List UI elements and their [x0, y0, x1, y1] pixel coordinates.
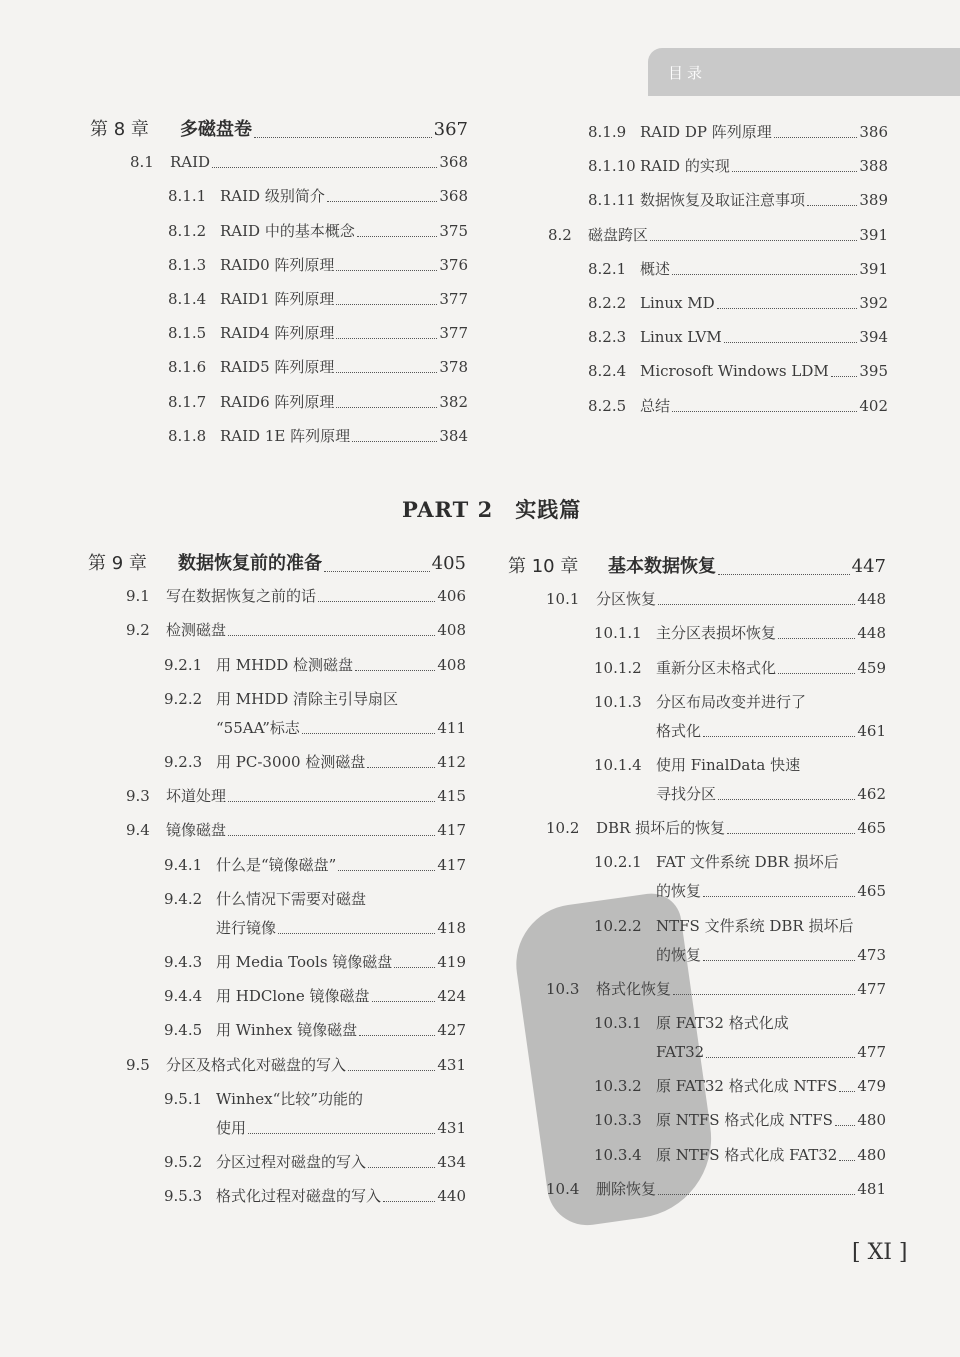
toc-leader-dots: [706, 1056, 855, 1058]
toc-entry-title: 原 FAT32 格式化成: [656, 1014, 789, 1032]
toc-leader-dots: [835, 1124, 855, 1126]
toc-entry[interactable]: [548, 156, 888, 180]
toc-page-number: 408: [437, 655, 466, 674]
toc-entry-number: 10.1.4: [594, 756, 642, 774]
toc-leader-dots: [658, 603, 855, 605]
toc-entry[interactable]: [548, 293, 888, 317]
toc-leader-dots: [338, 869, 435, 871]
toc-entry-number: 第 8 章: [90, 119, 149, 140]
toc-leader-dots: [703, 735, 855, 737]
toc-entry[interactable]: [88, 752, 466, 776]
toc-entry-number: 8.2.4: [588, 362, 627, 381]
toc-page-number: 384: [439, 426, 468, 445]
toc-page-number: 406: [437, 587, 466, 606]
toc-entry-title: 检测磁盘: [166, 621, 227, 640]
toc-entry[interactable]: [88, 620, 466, 644]
toc-leader-dots: [228, 800, 435, 802]
toc-entry-title-continued: FAT32: [656, 1043, 705, 1061]
toc-leader-dots: [778, 672, 855, 674]
toc-entry-number: 8.1.9: [588, 123, 627, 141]
toc-entry-title: 数据恢复及取证注意事项: [640, 191, 806, 210]
toc-leader-dots: [352, 440, 437, 442]
toc-entry[interactable]: [508, 658, 886, 682]
toc-entry[interactable]: [548, 327, 888, 351]
toc-entry-title: RAID 1E 阵列原理: [220, 426, 351, 445]
toc-entry-title: RAID4 阵列原理: [220, 324, 335, 343]
toc-entry-title: 删除恢复: [596, 1179, 657, 1198]
toc-page-number: 465: [857, 819, 886, 838]
toc-entry[interactable]: [90, 392, 468, 416]
toc-entry-title-continued: 进行镜像: [216, 918, 277, 937]
toc-entry-title: Microsoft Windows LDM: [640, 362, 829, 381]
toc-entry[interactable]: [508, 1110, 886, 1134]
toc-entry[interactable]: [508, 852, 886, 901]
toc-leader-dots: [724, 341, 858, 343]
toc-entry-number: 8.2.5: [588, 396, 627, 415]
toc-entry[interactable]: [508, 1179, 886, 1203]
toc-entry-number: 10.1: [546, 590, 580, 609]
toc-entry-number: 9.2.2: [164, 689, 203, 708]
toc-entry[interactable]: [88, 586, 466, 610]
toc-page-number: 479: [857, 1077, 886, 1096]
toc-entry-title: RAID6 阵列原理: [220, 392, 335, 411]
toc-entry-title: RAID: [170, 153, 211, 172]
toc-entry[interactable]: [508, 755, 886, 803]
toc-entry-number: 8.1.10: [588, 157, 636, 176]
toc-leader-dots: [355, 669, 435, 671]
toc-page-number: 459: [857, 658, 886, 677]
toc-page-number: 477: [857, 979, 886, 998]
toc-entry-number: 8.1: [130, 153, 154, 172]
toc-entry-title: 用 HDClone 镜像磁盘: [216, 987, 370, 1006]
toc-page-number: 377: [439, 290, 468, 308]
toc-entry-number: 8.2.1: [588, 259, 627, 278]
toc-page-number: 447: [851, 556, 886, 577]
toc-entry[interactable]: [88, 1089, 466, 1137]
toc-entry[interactable]: [90, 357, 468, 381]
toc-entry[interactable]: [88, 986, 466, 1010]
toc-leader-dots: [212, 166, 437, 168]
toc-entry-number: 9.3: [126, 787, 150, 806]
toc-page-number: 440: [437, 1187, 466, 1206]
toc-page-number: 376: [439, 255, 468, 274]
toc-leader-dots: [774, 136, 858, 138]
toc-entry-title: 用 Winhex 镜像磁盘: [216, 1021, 358, 1040]
toc-entry-number: 8.1.4: [168, 290, 207, 308]
toc-leader-dots: [839, 1090, 855, 1092]
toc-page-number: 377: [439, 324, 468, 343]
toc-leader-dots: [383, 1200, 435, 1202]
toc-entry[interactable]: [508, 818, 886, 842]
toc-entry-title: Linux MD: [640, 294, 715, 312]
toc-entry-title: 坏道处理: [166, 787, 227, 806]
toc-entry-title: 原 NTFS 格式化成 NTFS: [656, 1111, 833, 1130]
toc-leader-dots: [372, 1000, 436, 1002]
toc-entry-number: 10.1.2: [594, 658, 642, 677]
toc-leader-dots: [228, 634, 435, 636]
toc-entry-title: 镜像磁盘: [166, 821, 227, 840]
toc-page-number: 378: [439, 358, 468, 377]
toc-page-number: 391: [859, 259, 888, 278]
toc-leader-dots: [336, 371, 437, 373]
toc-entry-title: RAID0 阵列原理: [220, 255, 335, 274]
toc-entry-title: 分区及格式化对磁盘的写入: [166, 1055, 347, 1074]
toc-entry-number: 9.4.5: [164, 1021, 203, 1040]
toc-entry[interactable]: [88, 786, 466, 810]
toc-page-number: 412: [437, 753, 466, 771]
toc-entry[interactable]: [90, 323, 468, 347]
toc-entry-title: 用 MHDD 清除主引导扇区: [216, 689, 399, 708]
toc-page-number: 477: [857, 1043, 886, 1061]
toc-entry[interactable]: [548, 190, 888, 214]
toc-page-number: 391: [859, 225, 888, 244]
toc-leader-dots: [718, 573, 850, 575]
toc-leader-dots: [336, 303, 437, 305]
toc-entry-title: RAID5 阵列原理: [220, 358, 335, 377]
toc-entry-number: 8.1.2: [168, 221, 207, 240]
toc-leader-dots: [717, 307, 858, 309]
toc-entry-title: RAID1 阵列原理: [220, 290, 335, 308]
toc-entry-number: 8.2: [548, 225, 572, 244]
toc-chapter-entry[interactable]: [88, 552, 466, 576]
toc-entry-title: 原 FAT32 格式化成 NTFS: [656, 1077, 838, 1096]
toc-entry-title: 分区过程对磁盘的写入: [216, 1153, 367, 1171]
toc-entry-number: 8.1.6: [168, 358, 207, 377]
toc-leader-dots: [248, 1132, 435, 1134]
toc-entry-title: 数据恢复前的准备: [178, 553, 322, 574]
toc-leader-dots: [324, 570, 430, 572]
toc-entry[interactable]: [90, 186, 468, 210]
toc-entry[interactable]: [90, 255, 468, 279]
toc-page-number: 388: [859, 157, 888, 176]
toc-page-number: 427: [437, 1021, 466, 1040]
toc-entry[interactable]: [88, 952, 466, 976]
toc-chapter-entry[interactable]: [508, 555, 886, 579]
toc-entry-number: 10.3.2: [594, 1077, 642, 1096]
toc-entry[interactable]: [508, 692, 886, 740]
toc-entry-title: 使用 FinalData 快速: [656, 756, 801, 774]
toc-leader-dots: [727, 832, 855, 834]
toc-entry-number: 8.1.7: [168, 392, 207, 411]
toc-entry[interactable]: [88, 889, 466, 937]
toc-entry[interactable]: [88, 1186, 466, 1210]
toc-page-number: 382: [439, 392, 468, 411]
toc-entry[interactable]: [90, 221, 468, 245]
toc-entry-title: 总结: [640, 396, 671, 415]
toc-leader-dots: [318, 600, 435, 602]
toc-leader-dots: [336, 337, 437, 339]
toc-leader-dots: [336, 406, 437, 408]
toc-page-number: 448: [857, 624, 886, 643]
toc-entry-title: 基本数据恢复: [608, 556, 716, 577]
toc-page-number: 386: [859, 123, 888, 141]
toc-entry-title: 什么情况下需要对磁盘: [216, 889, 367, 908]
toc-entry[interactable]: [548, 361, 888, 385]
toc-entry-title-continued: 格式化: [656, 721, 702, 740]
toc-entry-number: 9.5: [126, 1055, 150, 1074]
toc-leader-dots: [278, 932, 435, 934]
toc-page-number: 461: [857, 721, 886, 740]
toc-entry-title: 主分区表损坏恢复: [656, 624, 777, 643]
toc-entry-number: 8.1.1: [168, 187, 207, 206]
toc-entry-number: 9.2: [126, 621, 150, 640]
toc-entry-title-continued: 使用: [216, 1118, 247, 1137]
toc-entry[interactable]: [90, 289, 468, 313]
toc-leader-dots: [254, 136, 432, 138]
toc-leader-dots: [394, 966, 435, 968]
toc-entry-title: 用 Media Tools 镜像磁盘: [216, 953, 393, 971]
toc-leader-dots: [228, 834, 435, 836]
toc-page-number: 480: [857, 1145, 886, 1164]
toc-page-number: 395: [859, 362, 888, 381]
toc-entry-title: NTFS 文件系统 DBR 损坏后: [656, 916, 854, 935]
toc-page-number: 473: [857, 945, 886, 964]
toc-entry-number: 9.4.2: [164, 889, 203, 908]
toc-entry-number: 8.1.5: [168, 324, 207, 343]
toc-entry-title: 磁盘跨区: [588, 225, 649, 244]
toc-leader-dots: [672, 410, 857, 412]
toc-entry[interactable]: [508, 623, 886, 647]
toc-entry-number: 第 9 章: [88, 553, 147, 574]
toc-entry-title: DBR 损坏后的恢复: [596, 819, 726, 838]
toc-entry[interactable]: [508, 589, 886, 613]
toc-page-number: 419: [437, 953, 466, 971]
toc-entry-title: RAID 的实现: [640, 157, 730, 176]
toc-entry[interactable]: [508, 1076, 886, 1100]
toc-entry-number: 9.4: [126, 821, 150, 840]
toc-entry-title: 概述: [640, 259, 671, 278]
toc-entry-title: 分区恢复: [596, 590, 657, 609]
toc-entry-title-continued: “55AA”标志: [216, 718, 300, 737]
toc-entry[interactable]: [88, 820, 466, 844]
toc-leader-dots: [302, 732, 435, 734]
toc-entry-number: 10.2.1: [594, 853, 642, 872]
toc-entry[interactable]: [548, 259, 888, 283]
toc-leader-dots: [839, 1159, 855, 1161]
toc-page-number: 405: [431, 553, 466, 574]
toc-entry-number: 10.2: [546, 819, 580, 838]
toc-entry-title: RAID 中的基本概念: [220, 221, 355, 240]
toc-entry-number: 9.5.1: [164, 1089, 203, 1108]
toc-entry-title: Linux LVM: [640, 328, 722, 347]
toc-page-number: 462: [857, 785, 886, 803]
toc-leader-dots: [718, 798, 855, 800]
toc-entry[interactable]: [88, 1020, 466, 1044]
toc-entry-title-continued: 的恢复: [656, 882, 702, 901]
toc-entry-number: 9.2.1: [164, 655, 203, 674]
toc-page-number: 392: [859, 294, 888, 312]
toc-entry[interactable]: [88, 855, 466, 879]
toc-entry[interactable]: [548, 225, 888, 249]
toc-entry-number: 9.5.3: [164, 1187, 203, 1206]
toc-entry[interactable]: [88, 1055, 466, 1079]
toc-entry-number: 8.2.3: [588, 328, 627, 347]
toc-entry[interactable]: [88, 689, 466, 737]
section-tab: [648, 48, 960, 96]
section-tab-label: 目录: [668, 64, 707, 82]
toc-entry-number: 10.4: [546, 1179, 580, 1198]
toc-leader-dots: [367, 766, 435, 768]
toc-entry[interactable]: [508, 1145, 886, 1169]
toc-entry-title: 写在数据恢复之前的话: [166, 587, 317, 606]
toc-entry-title: 用 PC-3000 检测磁盘: [216, 753, 366, 771]
toc-page-number: 418: [437, 918, 466, 937]
toc-entry-number: 9.1: [126, 587, 150, 606]
toc-entry[interactable]: [88, 1152, 466, 1176]
toc-page-number: 480: [857, 1111, 886, 1130]
toc-entry-title: 格式化恢复: [596, 979, 672, 998]
part-title: PART 2 实践篇: [402, 497, 582, 522]
toc-page-number: 465: [857, 882, 886, 901]
toc-entry-number: 9.2.3: [164, 753, 203, 771]
toc-page-number: 408: [437, 621, 466, 640]
toc-leader-dots: [357, 235, 438, 237]
toc-leader-dots: [732, 170, 858, 172]
toc-entry-number: 9.4.3: [164, 953, 203, 971]
toc-entry-title: RAID 级别简介: [220, 187, 325, 206]
toc-page-number: 402: [859, 396, 888, 415]
toc-entry-title: 原 NTFS 格式化成 FAT32: [656, 1145, 838, 1164]
toc-leader-dots: [703, 895, 855, 897]
toc-page-number: 448: [857, 590, 886, 609]
toc-leader-dots: [673, 993, 855, 995]
page-number: [ XI ]: [852, 1240, 908, 1265]
toc-entry-number: 8.1.11: [588, 191, 636, 210]
toc-entry-title: FAT 文件系统 DBR 损坏后: [656, 853, 839, 872]
toc-chapter-entry[interactable]: [90, 118, 468, 142]
toc-page-number: 417: [437, 855, 466, 874]
toc-page-number: 411: [437, 718, 466, 737]
toc-entry[interactable]: [90, 152, 468, 176]
toc-leader-dots: [336, 269, 437, 271]
toc-page-number: 434: [437, 1153, 466, 1171]
toc-entry[interactable]: [548, 122, 888, 146]
toc-leader-dots: [327, 200, 438, 202]
toc-entry-number: 10.3.3: [594, 1111, 642, 1130]
toc-entry-number: 8.1.3: [168, 255, 207, 274]
toc-leader-dots: [703, 959, 855, 961]
toc-entry-title: Winhex“比较”功能的: [216, 1089, 363, 1108]
toc-entry-number: 9.4.1: [164, 855, 203, 874]
toc-page-number: 431: [437, 1118, 466, 1137]
toc-entry-number: 第 10 章: [508, 556, 579, 577]
toc-leader-dots: [368, 1166, 435, 1168]
toc-leader-dots: [359, 1034, 435, 1036]
toc-entry[interactable]: [548, 396, 888, 420]
toc-entry[interactable]: [508, 916, 886, 964]
toc-entry[interactable]: [508, 979, 886, 1003]
toc-entry-number: 10.2.2: [594, 916, 642, 935]
toc-entry-number: 10.1.3: [594, 692, 642, 711]
toc-entry-number: 8.2.2: [588, 294, 627, 312]
toc-leader-dots: [807, 204, 857, 206]
toc-page-number: 417: [437, 821, 466, 840]
toc-entry[interactable]: [90, 426, 468, 450]
toc-leader-dots: [348, 1069, 435, 1071]
toc-entry-title: 多磁盘卷: [180, 119, 252, 140]
toc-leader-dots: [658, 1193, 855, 1195]
toc-page-number: 375: [439, 221, 468, 240]
toc-entry[interactable]: [508, 1013, 886, 1061]
toc-entry-title: 重新分区未格式化: [656, 658, 777, 677]
toc-leader-dots: [672, 273, 857, 275]
toc-page-number: 415: [437, 787, 466, 806]
toc-page-number: 368: [439, 187, 468, 206]
toc-leader-dots: [778, 637, 855, 639]
toc-page-number: 431: [437, 1055, 466, 1074]
toc-page-number: 424: [437, 987, 466, 1006]
toc-page-number: 367: [433, 119, 468, 140]
toc-entry-title-continued: 的恢复: [656, 945, 702, 964]
toc-entry-number: 10.3.1: [594, 1014, 642, 1032]
toc-entry-number: 10.3.4: [594, 1145, 642, 1164]
toc-entry-number: 10.3: [546, 979, 580, 998]
toc-leader-dots: [650, 239, 857, 241]
toc-entry-number: 9.5.2: [164, 1153, 203, 1171]
toc-entry-title-continued: 寻找分区: [656, 785, 717, 803]
toc-page-number: 368: [439, 153, 468, 172]
toc-entry-title: 格式化过程对磁盘的写入: [216, 1187, 382, 1206]
toc-page-number: 394: [859, 328, 888, 347]
toc-entry-title: 用 MHDD 检测磁盘: [216, 655, 354, 674]
toc-entry-title: 分区布局改变并进行了: [656, 692, 807, 711]
toc-page-number: 389: [859, 191, 888, 210]
toc-entry-title: 什么是“镜像磁盘”: [216, 855, 337, 874]
toc-entry[interactable]: [88, 655, 466, 679]
toc-entry-number: 9.4.4: [164, 987, 203, 1006]
toc-entry-title: RAID DP 阵列原理: [640, 123, 772, 141]
toc-entry-number: 8.1.8: [168, 426, 207, 445]
toc-page-number: 481: [857, 1179, 886, 1198]
toc-leader-dots: [831, 375, 858, 377]
toc-entry-number: 10.1.1: [594, 624, 642, 643]
